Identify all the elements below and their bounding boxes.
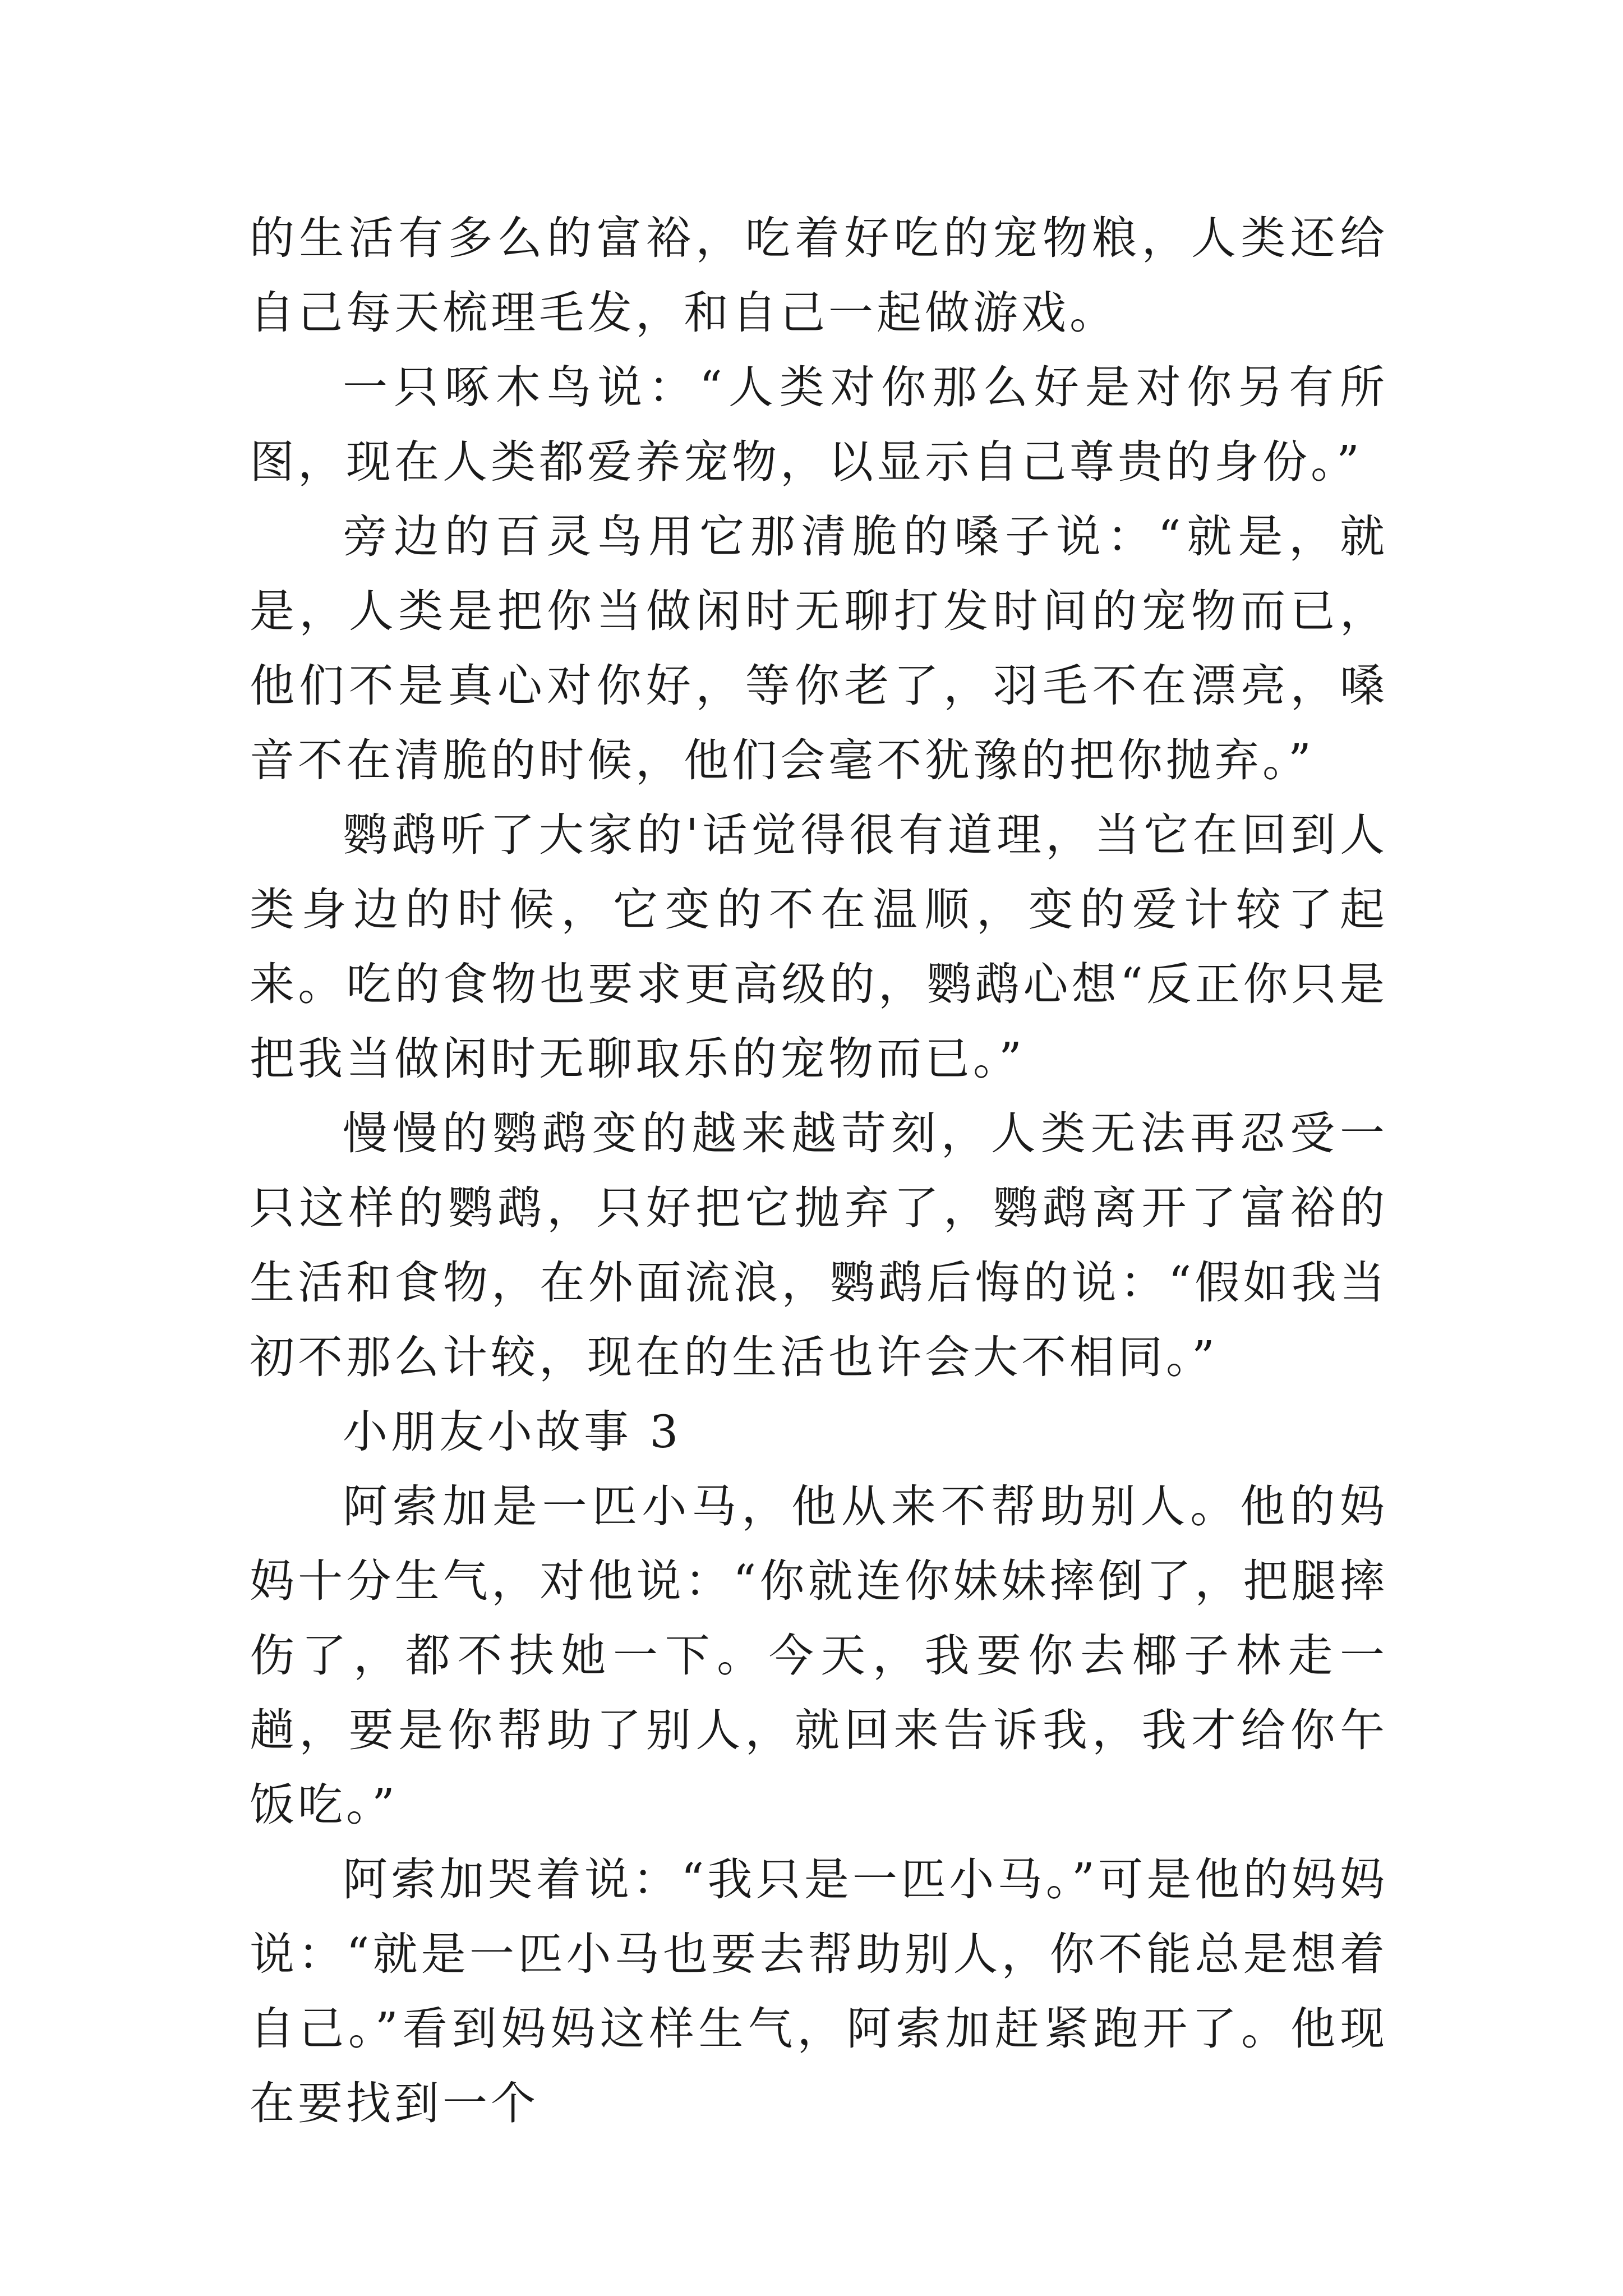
paragraph-continuation: 的生活有多么的富裕，吃着好吃的宠物粮，人类还给自己每天梳理毛发，和自己一起做游戏。 xyxy=(250,212,1388,339)
paragraph-parrot-abandoned: 慢慢的鹦鹉变的越来越苛刻，人类无法再忍受一只这样的鹦鹉，只好把它抛弃了，鹦鹉离开了富裕的生活和食物，在外面流浪，鹦鹉后悔的说：“假如我当初不那么计较，现在的生活也许会大不相同。” xyxy=(250,1107,1388,1383)
paragraph-asoka-intro: 阿索加是一匹小马，他从来不帮助别人。他的妈妈十分生气，对他说：“你就连你妹妹摔倒了，把腿摔伤了，都不扶她一下。今天，我要你去椰子林走一趟，要是你帮助了别人，就回来告诉我，我才给你午饭吃。” xyxy=(250,1480,1388,1831)
story-heading: 小朋友小故事 3 xyxy=(343,1406,682,1458)
paragraph-asoka-cries: 阿索加哭着说：“我只是一匹小马。”可是他的妈妈说：“就是一匹小马也要去帮助别人，你不能总是想着自己。”看到妈妈这样生气，阿索加赶紧跑开了。他现在要找到一个 xyxy=(250,1853,1388,2129)
paragraph-woodpecker: 一只啄木鸟说：“人类对你那么好是对你另有所图，现在人类都爱养宠物，以显示自己尊贵的身份。” xyxy=(250,361,1388,488)
story-text xyxy=(250,201,1388,2141)
paragraph-lark: 旁边的百灵鸟用它那清脆的嗓子说：“就是，就是，人类是把你当做闲时无聊打发时间的宠物而已，他们不是真心对你好，等你老了，羽毛不在漂亮，嗓音不在清脆的时候，他们会毫不犹豫的把你抛弃。” xyxy=(250,510,1388,786)
paragraph-parrot-listens: 鹦鹉听了大家的'话觉得很有道理，当它在回到人类身边的时候，它变的不在温顺，变的爱计较了起来。吃的食物也要求更高级的，鹦鹉心想“反正你只是把我当做闲时无聊取乐的宠物而已。” xyxy=(250,809,1388,1085)
